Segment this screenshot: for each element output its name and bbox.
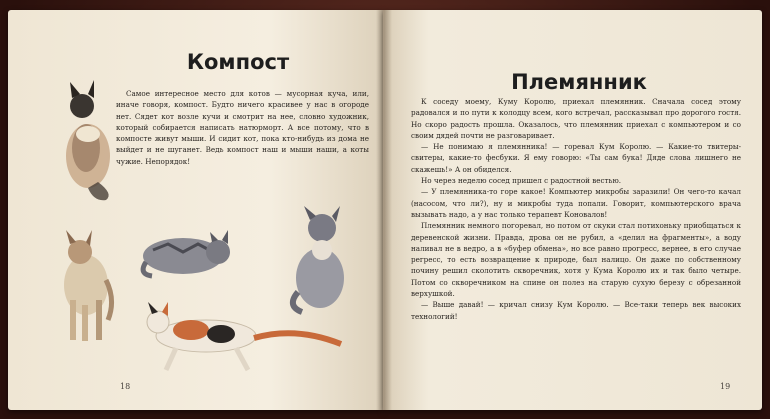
paragraph: Самое интересное место для котов — мусорная куча, или, иначе говоря, компост. Будто ничего красивее у нас в огороде нет. Сядет кот возле кучи и смотрит на нее, словно художник, который собирается написать натюрморт. А все потому, что в компосте живут мыши. И сидит кот, пока кто-нибудь из дома не выйдет и не шуганет. Ведь компост наш и мыши наши, а коты чужие. Непорядок! — [116, 89, 369, 166]
open-book — [8, 10, 762, 412]
paragraph: Но через неделю сосед пришел с радостной вестью. — [421, 176, 621, 186]
left-page-text — [116, 88, 369, 167]
book-gutter — [376, 10, 392, 410]
right-page-text — [411, 96, 741, 322]
sitting-cat-from-behind-illustration — [58, 76, 128, 206]
left-page-title: Компост — [186, 50, 290, 74]
standing-tabby-cat-illustration — [48, 230, 118, 345]
paragraph: — У племянника-то горе какое! Компьютер микробы заразили! Он чего-то качал (насосом, что ли?), ну и микробы туда попали. Говорит, компьютерского врача вызывать надо, а у нас только терапевт Коновалов! — [411, 187, 741, 219]
paragraph: — Выше давай! — кричал снизу Кум Королю. — Все-таки теперь век высоких технологий! — [411, 300, 741, 321]
paragraph: К соседу моему, Куму Королю, приехал племянник. Сначала сосед этому радовался и по пути к колодцу всем, кого встречал, рассказывал про дорогого гостя. Но скоро радость прошла. Оказалось, что племянник приехал с компьютером и со своим дядей почти не разговаривает. — [411, 97, 741, 140]
paragraph: Племянник немного погоревал, но потом от скуки стал потихоньку приобщаться к деревенской жизни. Правда, дрова он не рубил, а «делил на фрагменты», а воду наливал не в ведро, а в «буфер обмена», но все равно прогресс, вернее, в его случае регресс, то есть возвращение к природе, был налицо. Он даже по собственному почину решил сколотить скворечник, хотя у Кума Королю их и так было четыре. Потом со скворечником на спине он полез на старую сухую березу с обрезанной верхушкой. — [411, 221, 741, 299]
left-page — [8, 10, 383, 410]
stretching-calico-cat-illustration — [136, 296, 351, 376]
right-page — [383, 10, 762, 410]
right-page-title: Племянник — [511, 70, 647, 94]
lying-grey-tabby-cat-illustration — [138, 222, 233, 282]
paragraph: — Не понимаю я племянника! — горевал Кум Королю. — Какие-то твитеры-свитеры, какие-то фесбуки. Я ему говорю: «Ты сам бука! Дяде слова лишнего не скажешь!» А он обиделся. — [411, 142, 741, 174]
right-page-number: 19 — [720, 382, 731, 391]
left-page-number: 18 — [120, 382, 131, 391]
